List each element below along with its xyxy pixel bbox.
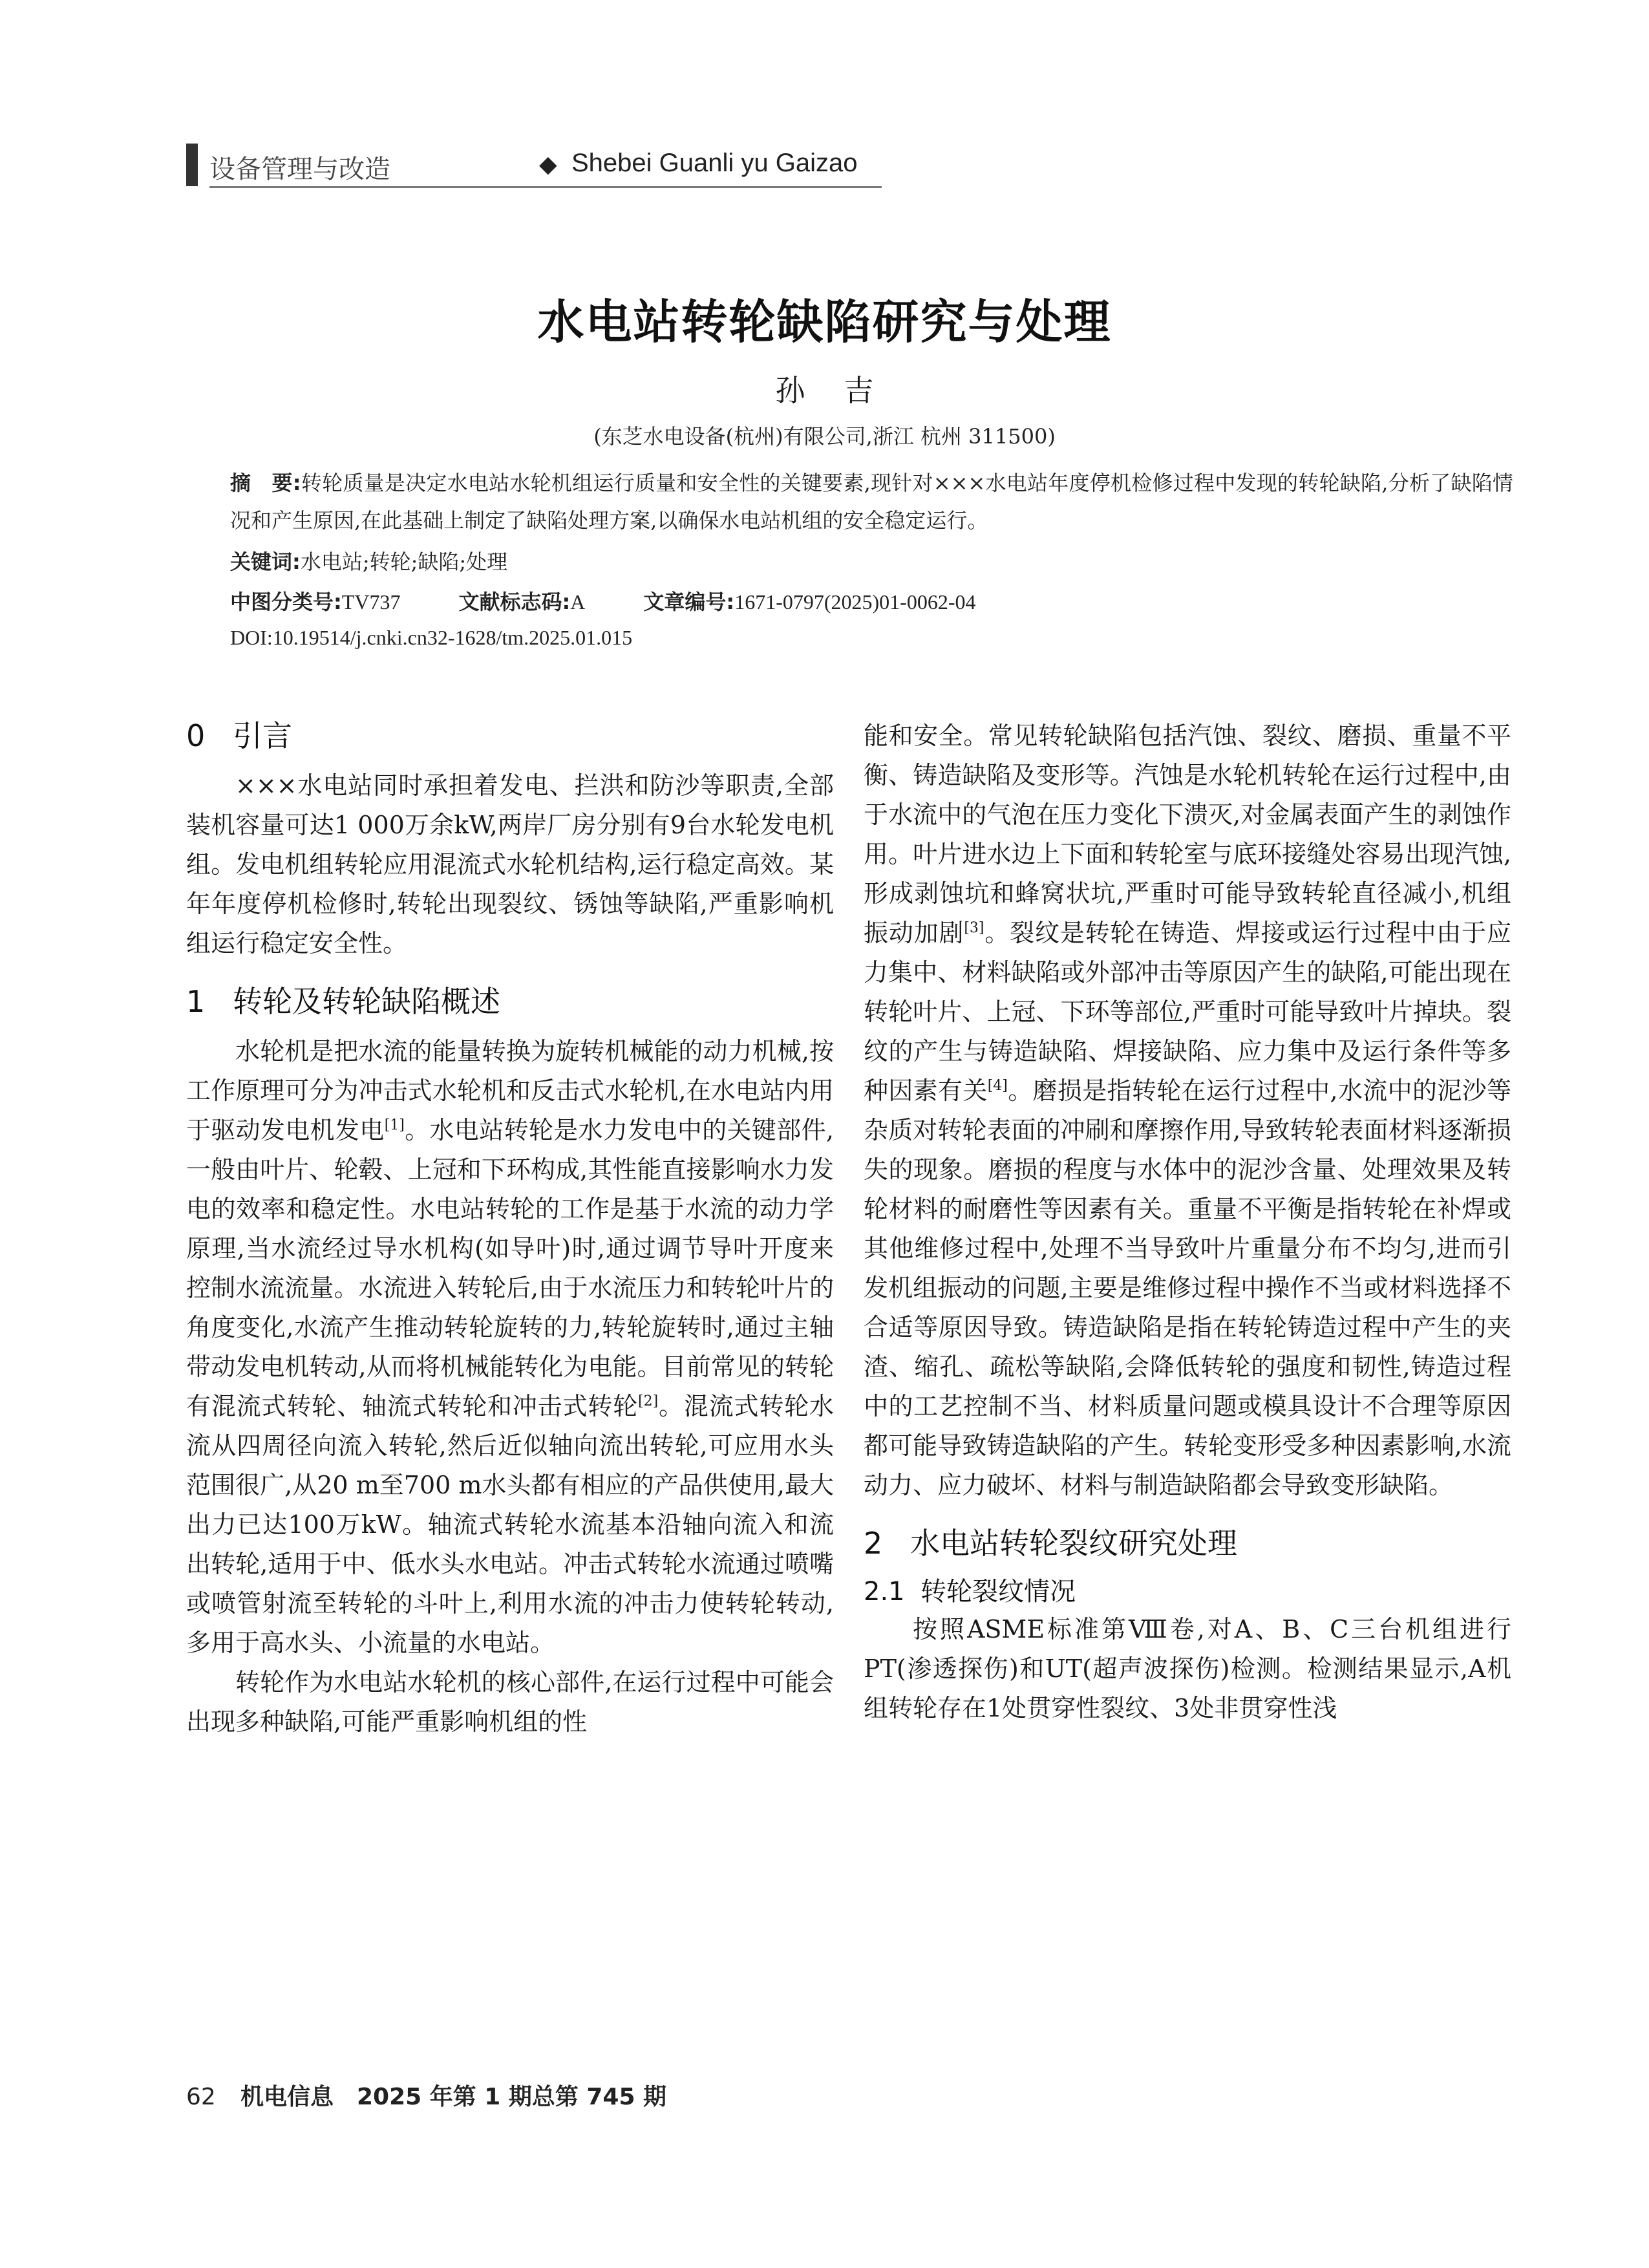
page-footer [186, 2079, 666, 2112]
section-1-paragraph-2: 转轮作为水电站水轮机的核心部件,在运行过程中可能会出现多种缺陷,可能严重影响机组的性 [186, 1668, 834, 1736]
page-number: 62 [186, 2084, 216, 2110]
section-number: 1 [186, 984, 206, 1019]
section-number: 2 [864, 1526, 883, 1561]
keywords-text: 水电站;转轮;缺陷;处理 [300, 550, 508, 574]
clc-value: TV737 [341, 590, 401, 614]
paragraph-text: 。水电站转轮是水力发电中的关键部件,一般由叶片、轮毂、上冠和下环构成,其性能直接影响水力发电的效率和稳定性。水电站转轮的工作是基于水流的动力学原理,当水流经过导水机构(如导叶)时,通过调节导叶开度来控制水流流量。水流进入转轮后,由于水流压力和转轮叶片的角度变化,水流产生推动转轮旋转的力,转轮旋转时,通过主轴带动发电机转动,从而将机械能转化为电能。目前常见的转轮有混流式转轮、轴流式转轮和冲击式转轮 [186, 1116, 834, 1420]
abstract-label: 摘 要: [230, 471, 301, 495]
author: 孙吉 [775, 373, 913, 408]
section-2-heading [864, 1522, 1511, 1565]
section-1-paragraph-2-continued [864, 716, 1511, 1505]
abstract [230, 464, 1513, 539]
header-section-cn: 设备管理与改造 [209, 155, 390, 184]
subsection-title: 转轮裂纹情况 [920, 1577, 1076, 1607]
affiliation: (东芝水电设备(杭州)有限公司,浙江 杭州 311500) [593, 424, 1056, 449]
header-section-pinyin: Shebei Guanli yu Gaizao [571, 149, 858, 177]
classification-line [230, 586, 975, 615]
right-column [864, 716, 1511, 1728]
doi-line [230, 626, 632, 650]
paper-title: 水电站转轮缺陷研究与处理 [537, 295, 1112, 349]
paragraph-text: 。磨损是指转轮在运行过程中,水流中的泥沙等杂质对转轮表面的冲刷和摩擦作用,导致转轮表面材料逐渐损失的现象。磨损的程度与水体中的泥沙含量、处理效果及转轮材料的耐磨性等因素有关。重量不平衡是指转轮在补焊或其他维修过程中,处理不当导致叶片重量分布不均匀,进而引发机组振动的问题,主要是维修过程中操作不当或材料选择不合适等原因导致。铸造缺陷是指在转轮铸造过程中产生的夹渣、缩孔、疏松等缺陷,会降低转轮的强度和韧性,铸造过程中的工艺控制不当、材料质量问题或模具设计不合理等原因都可能导致铸造缺陷的产生。转轮变形受多种因素影响,水流动力、应力破坏、材料与制造缺陷都会导致变形缺陷。 [864, 1076, 1511, 1499]
doc-code-label: 文献标志码: [458, 590, 571, 614]
keywords-label: 关键词: [230, 550, 301, 574]
paragraph-text: 能和安全。常见转轮缺陷包括汽蚀、裂纹、磨损、重量不平衡、铸造缺陷及变形等。汽蚀是水轮机转轮在运行过程中,由于水流中的气泡在压力变化下溃灭,对金属表面产生的剥蚀作用。叶片进水边上下面和转轮室与底环接缝处容易出现汽蚀,形成剥蚀坑和蜂窝状坑,严重时可能导致转轮直径减小,机组振动加剧 [864, 722, 1511, 947]
section-0-heading [186, 714, 834, 757]
citation: [3] [964, 920, 984, 936]
clc-label: 中图分类号: [230, 590, 342, 614]
doc-code-value: A [570, 590, 586, 614]
section-title: 转轮及转轮缺陷概述 [233, 984, 500, 1019]
article-no-value: 1671-0797(2025)01-0062-04 [734, 590, 976, 614]
section-title: 引言 [233, 718, 292, 753]
article-no-label: 文章编号: [643, 590, 735, 614]
intro-paragraph: ×××水电站同时承担着发电、拦洪和防沙等职责,全部装机容量可达1 000万余kW,两岸厂房分别有9台水轮发电机组。发电机组转轮应用混流式水轮机结构,运行稳定高效。某年年度停机检修时,转轮出现裂纹、锈蚀等缺陷,严重影响机组运行稳定安全性。 [186, 771, 834, 957]
section-1-heading [186, 980, 834, 1023]
keywords [230, 546, 507, 575]
header-diamond-icon: ◆ [539, 151, 557, 178]
section-number: 0 [186, 718, 206, 753]
abstract-text: 转轮质量是决定水电站水轮机组运行质量和安全性的关键要素,现针对×××水电站年度停机检修过程中发现的转轮缺陷,分析了缺陷情况和产生原因,在此基础上制定了缺陷处理方案,以确保水电站机组的安全稳定运行。 [230, 471, 1513, 533]
paragraph-text: 。混流式转轮水流从四周径向流入转轮,然后近似轴向流出转轮,可应用水头范围很广,从20 m至700 m水头都有相应的产品供使用,最大出力已达100万kW。轴流式转轮水流基本沿轴向流入和流出转轮,适用于中、低水头水电站。冲击式转轮水流通过喷嘴或喷管射流至转轮的斗叶上,利用水流的冲击力使转轮转动,多用于高水头、小流量的水电站。 [186, 1392, 834, 1657]
subsection-number: 2.1 [864, 1577, 905, 1607]
section-title: 水电站转轮裂纹研究处理 [910, 1526, 1237, 1561]
section-1-paragraph-1 [186, 1032, 834, 1663]
paragraph-text: 水轮机是把水流的能量转换为旋转机械能的动力机械,按工作原理可分为冲击式水轮机和反击式水轮机,在水电站内用于驱动发电机发电 [186, 1037, 834, 1144]
journal-issue: 机电信息 2025 年第 1 期总第 745 期 [240, 2084, 667, 2110]
left-column [186, 714, 834, 1742]
header-rule [209, 186, 882, 188]
section-2-1-heading [864, 1574, 1511, 1610]
citation: [4] [987, 1078, 1008, 1094]
citation: [1] [384, 1117, 405, 1133]
paragraph-text: 。裂纹是转轮在铸造、焊接或运行过程中由于应力集中、材料缺陷或外部冲击等原因产生的缺陷,可能出现在转轮叶片、上冠、下环等部位,严重时可能导致叶片掉块。裂纹的产生与铸造缺陷、焊接缺陷、应力集中及运行条件等多种因素有关 [864, 919, 1511, 1105]
header-bar [186, 144, 198, 186]
doi-value: 10.19514/j.cnki.cn32-1628/tm.2025.01.015 [272, 626, 633, 649]
section-2-1-paragraph: 按照ASME标准第Ⅷ卷,对A、B、C三台机组进行PT(渗透探伤)和UT(超声波探伤)检测。检测结果显示,A机组转轮存在1处贯穿性裂纹、3处非贯穿性浅 [864, 1615, 1511, 1722]
doi-label: DOI: [230, 626, 273, 649]
citation: [2] [637, 1393, 659, 1409]
